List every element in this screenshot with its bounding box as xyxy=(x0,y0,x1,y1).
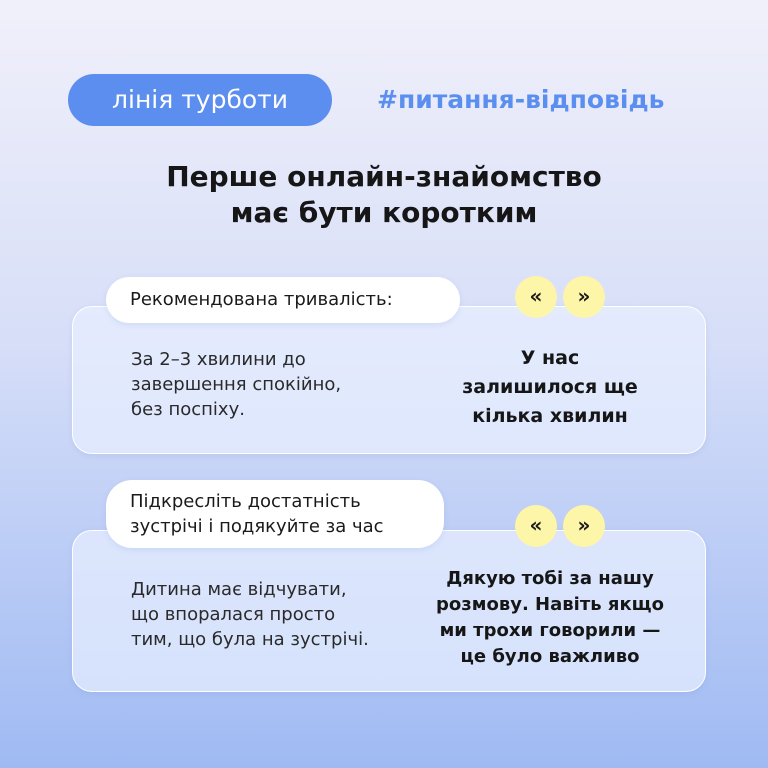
phrase-line: Дякую тобі за нашу xyxy=(446,568,654,589)
description-line: тим, що була на зустрічі. xyxy=(131,629,369,650)
section-label-line: Підкресліть достатність xyxy=(130,491,361,512)
description-line: Дитина має відчувати, xyxy=(131,579,347,600)
section-label-line: зустрічі і подякуйте за час xyxy=(130,516,384,537)
description-line: що впоралася просто xyxy=(131,604,336,625)
page-title-line-1: Перше онлайн-знайомство xyxy=(166,160,602,193)
section-description-duration xyxy=(131,347,341,422)
page-title-line-2: має бути коротким xyxy=(230,196,538,229)
description-line: завершення спокійно, xyxy=(131,374,342,395)
example-phrase-duration xyxy=(430,344,670,431)
open-quote-icon: « xyxy=(515,276,557,318)
hashtag-text: #питання-відповідь xyxy=(377,85,665,114)
section-description-gratitude xyxy=(131,577,369,652)
description-line: За 2–3 хвилини до xyxy=(131,349,306,370)
phrase-line: ми трохи говорили — xyxy=(439,620,661,641)
phrase-line: розмову. Навіть якщо xyxy=(436,594,664,615)
phrase-line: це було важливо xyxy=(460,646,640,667)
phrase-line: кілька хвилин xyxy=(472,405,628,427)
open-quote-icon: « xyxy=(515,505,557,547)
section-label-line: Рекомендована тривалість: xyxy=(130,289,393,310)
section-label-duration xyxy=(106,277,460,323)
phrase-line: залишилося ще xyxy=(462,376,638,398)
close-quote-icon: » xyxy=(563,276,605,318)
close-quote-icon: » xyxy=(563,505,605,547)
phrase-line: У нас xyxy=(520,347,580,369)
description-line: без поспіху. xyxy=(131,399,245,420)
example-phrase-gratitude xyxy=(430,566,670,670)
tag-pill: лінія турботи xyxy=(68,74,332,126)
section-label-gratitude xyxy=(106,480,444,548)
